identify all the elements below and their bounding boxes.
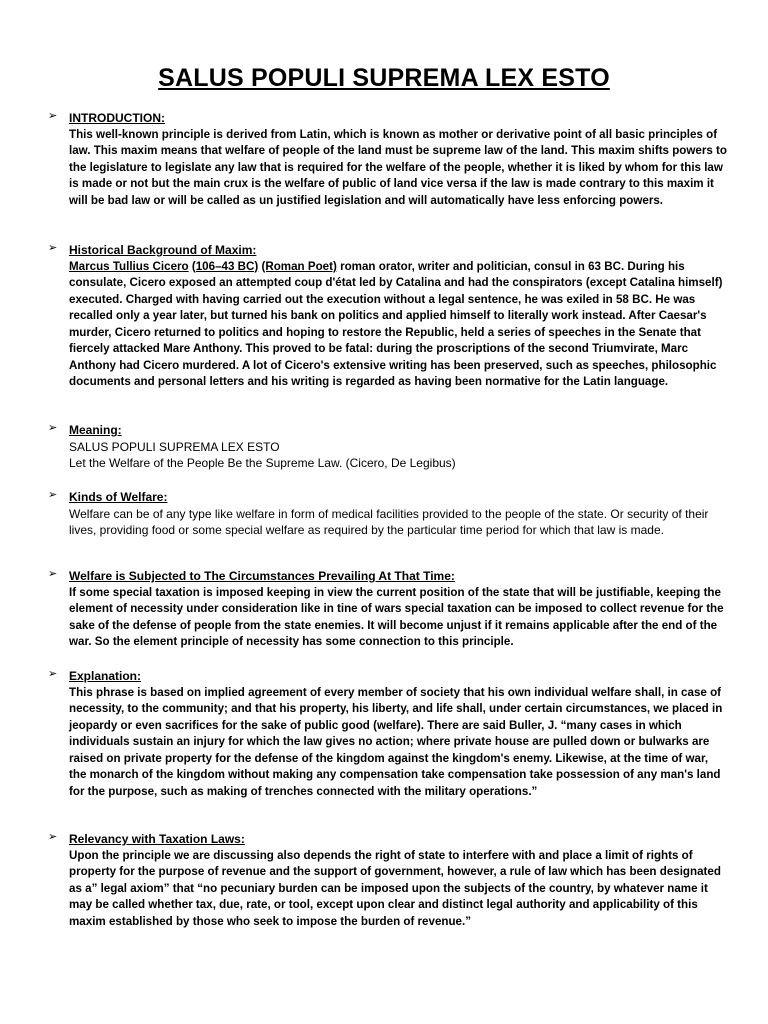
section-body: This phrase is based on implied agreement of every member of society that his own individual welfare shall, in case of necessity, to the community; and that his property, his liberty, and life shall, under certain circumstances, we placed in jeopardy or even sacrifices for the sake of public good (welfare). There are said Buller, J. “many cases in which individuals sustain an injury for which the law gives no action; where private house are pulled down or bulwarks are raised on private property for the defense of the kingdom against the kingdom's enemy. Likewise, at the time of war, the monarch of the kingdom without making any compensation take compensation take possession of any man's land for the purpose, such as making of trenches connected with the military operations.” [69, 685, 723, 798]
document-title: SALUS POPULI SUPREMA LEX ESTO [158, 64, 610, 92]
subject-role: (Roman Poet) [261, 259, 337, 273]
arrow-bullet-icon: ➢ [48, 110, 58, 122]
section-body [69, 259, 728, 391]
section-heading: Relevancy with Taxation Laws: [69, 832, 245, 846]
section-heading: Kinds of Welfare: [69, 490, 168, 504]
section-heading: Welfare is Subjected to The Circumstances Prevailing At That Time: [69, 569, 455, 583]
section-body: Welfare can be of any type like welfare in form of medical facilities provided to the people of the state. Or security of their lives, providing food or some special welfare as required by the particular time period for which that law is made. [69, 506, 709, 537]
section-body: If some special taxation is imposed keeping in view the current position of the state that will be justifiable, keeping the element of necessity under consideration like in tine of wars special taxation can be imposed to collect revenue for the sake of the defense of people from the state enemies. It will become unjust if it remains applicable after the end of the war. So the element principle of necessity has some connection to this principle. [69, 585, 724, 648]
arrow-bullet-icon: ➢ [48, 668, 58, 680]
section-explanation [48, 668, 728, 800]
arrow-bullet-icon: ➢ [48, 568, 58, 580]
arrow-bullet-icon: ➢ [48, 489, 58, 501]
arrow-bullet-icon: ➢ [48, 242, 58, 254]
section-body: Upon the principle we are discussing also depends the right of state to interfere with and place a limit of rights of property for the purpose of revenue and the support of government, however, a rule of law which has been designated as a” legal axiom” that “no pecuniary burden can be imposed upon the subjects of the country, by whatever name it may be called whether tax, due, rate, or tool, except upon clear and distinct legal authority and applicability of this maxim established by those who seek to impose the burden of revenue.” [69, 848, 721, 928]
meaning-maxim: SALUS POPULI SUPREMA LEX ESTO [69, 439, 280, 454]
subject-name: Marcus Tullius Cicero [69, 259, 189, 273]
section-historical-background [48, 242, 728, 391]
arrow-bullet-icon: ➢ [48, 422, 58, 434]
section-heading: Meaning: [69, 423, 122, 437]
section-circumstances [48, 568, 728, 651]
section-body: This well-known principle is derived from Latin, which is known as mother or derivative point of all basic principles of law. This maxim means that welfare of people of the land must be supreme law of the land. This maxim shifts powers to the legislature to legislate any law that is required for the welfare of the people, whether it is liked by whom for this law is made or not but the main crux is the welfare of public of land vice versa if the law is made contrary to this maxim it will be bad law or will be called as un justified legislation and will automatically have less enforcing powers. [69, 127, 727, 207]
section-taxation-laws [48, 831, 728, 930]
meaning-translation: Let the Welfare of the People Be the Supreme Law. (Cicero, De Legibus) [69, 456, 456, 470]
arrow-bullet-icon: ➢ [48, 831, 58, 843]
section-heading: INTRODUCTION: [69, 111, 165, 125]
section-meaning [48, 422, 728, 472]
section-introduction [48, 110, 728, 209]
section-heading: Explanation: [69, 669, 142, 683]
section-kinds-of-welfare [48, 489, 728, 539]
subject-dates: (106–43 BC) [191, 259, 259, 273]
section-body-text: roman orator, writer and politician, consul in 63 BC. During his consulate, Cicero exposed an attempted coup d'état led by Catalina and had the conspirators (except Catalina himself) executed. Charged with having carried out the execution without a legal sentence, he was exiled in 58 BC. He was recalled only a year later, but turned his bank on politics and applied himself to literally work instead. After Caesar's murder, Cicero returned to politics and hoping to restore the Republic, held a series of speeches in the Senate that fiercely attacked Mare Anthony. This proved to be fatal: during the proscriptions of the second Triumvirate, Marc Anthony had Cicero murdered. A lot of Cicero's extensive writing has been preserved, such as speeches, philosophic documents and personal letters and his writing is regarded as having been normative for the Latin language. [69, 259, 723, 388]
section-heading: Historical Background of Maxim: [69, 243, 257, 257]
